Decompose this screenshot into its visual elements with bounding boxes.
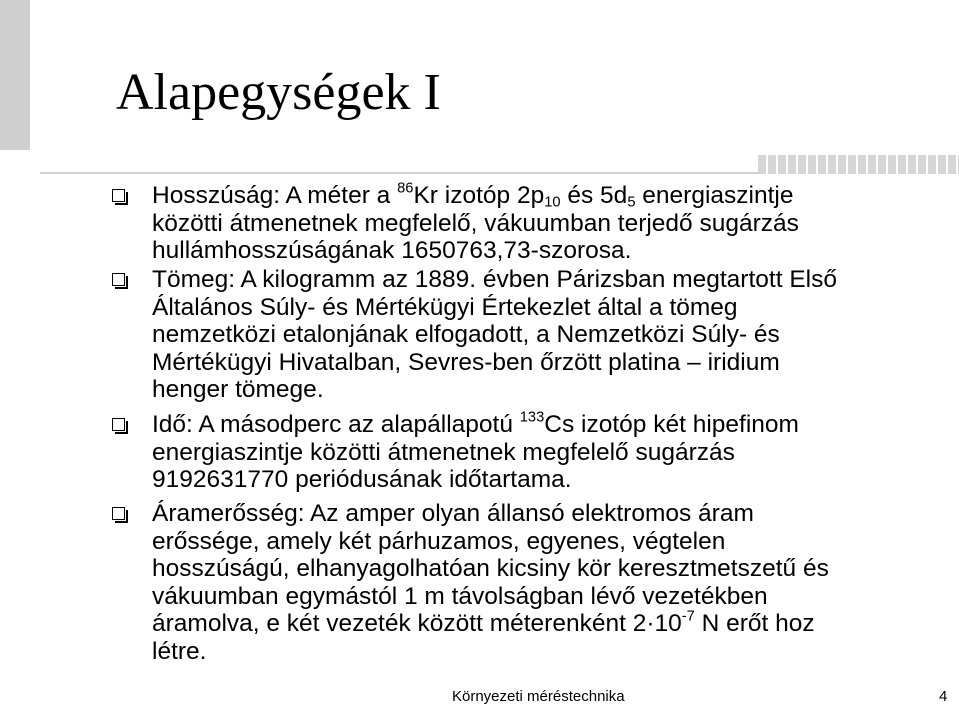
- text-run: Általános Súly- és Mértékügyi Értekezlet által a tömeg: [152, 293, 738, 321]
- text-run: Kr izotóp 2p: [413, 182, 545, 209]
- bullet-line: [152, 210, 932, 238]
- bullet-item: [152, 411, 932, 494]
- bullet-item: [152, 182, 932, 265]
- bullet-line: [152, 555, 932, 583]
- page-number: 4: [939, 688, 948, 705]
- text-run: energiaszintje: [635, 182, 794, 209]
- text-run: Tömeg: A kilogramm az 1889. évben Párizsban megtartott Első: [152, 266, 837, 293]
- text-run: létre.: [152, 637, 207, 665]
- bullet-line: [152, 349, 932, 377]
- bullet-line: [152, 411, 932, 439]
- footer-text: Környezeti méréstechnika: [452, 688, 625, 705]
- superscript: 133: [519, 409, 545, 426]
- text-run: energiaszintje közötti átmenetnek megfelelő sugárzás: [152, 438, 735, 466]
- bullet-line: [152, 182, 932, 210]
- subscript: 5: [627, 194, 636, 211]
- text-run: hullámhosszúságának 1650763,73-szorosa.: [152, 237, 632, 265]
- bullet-line: [152, 321, 932, 349]
- bullet-line: [152, 500, 932, 528]
- text-run: Mértékügyi Hivatalban, Sevres-ben őrzött platina – iridium: [152, 348, 780, 376]
- slide-title: Alapegységek I: [116, 64, 441, 121]
- bullet-line: [152, 583, 932, 611]
- text-run: áramolva, e két vezeték között méterenként 2·10: [152, 610, 682, 638]
- text-run: Hosszúság: A méter a: [152, 182, 398, 209]
- bullet-line: [152, 439, 932, 467]
- bullet-item: [152, 500, 932, 666]
- text-run: Cs izotóp két hipefinom: [544, 411, 799, 438]
- bullet-checkbox-icon: [112, 273, 125, 286]
- bullet-line: [152, 266, 932, 294]
- text-run: N erőt hoz: [694, 610, 815, 638]
- text-run: hosszúságú, elhanyagolhatóan kicsiny kör keresztmetszetű és: [152, 555, 829, 583]
- text-run: erőssége, amely két párhuzamos, egyenes, végtelen: [152, 527, 726, 555]
- text-run: Idő: A másodperc az alapállapotú: [152, 411, 520, 438]
- bullet-line: [152, 528, 932, 556]
- bullet-line: [152, 376, 932, 404]
- superscript: 86: [397, 180, 414, 197]
- bullet-line: [152, 237, 932, 265]
- text-run: és 5d: [560, 182, 628, 209]
- bullet-item: [152, 266, 932, 404]
- subscript: 10: [544, 194, 561, 211]
- bullet-line: [152, 466, 932, 494]
- bullet-line: [152, 610, 932, 638]
- text-run: nemzetközi etalonjának elfogadott, a Nemzetközi Súly- és: [152, 321, 780, 349]
- text-run: vákuumban egymástól 1 m távolságban lévő vezetékben: [152, 582, 768, 610]
- text-run: 9192631770 periódusának időtartama.: [152, 466, 572, 494]
- bullet-line: [152, 638, 932, 666]
- superscript: -7: [681, 609, 695, 626]
- bullet-checkbox-icon: [112, 507, 125, 520]
- text-run: henger tömege.: [152, 376, 324, 404]
- text-run: közötti átmenetnek megfelelő, vákuumban terjedő sugárzás: [152, 209, 799, 237]
- bullet-checkbox-icon: [112, 189, 125, 202]
- bullet-checkbox-icon: [112, 418, 125, 431]
- text-run: Áramerősség: Az amper olyan állansó elektromos áram: [152, 500, 754, 527]
- bullet-line: [152, 294, 932, 322]
